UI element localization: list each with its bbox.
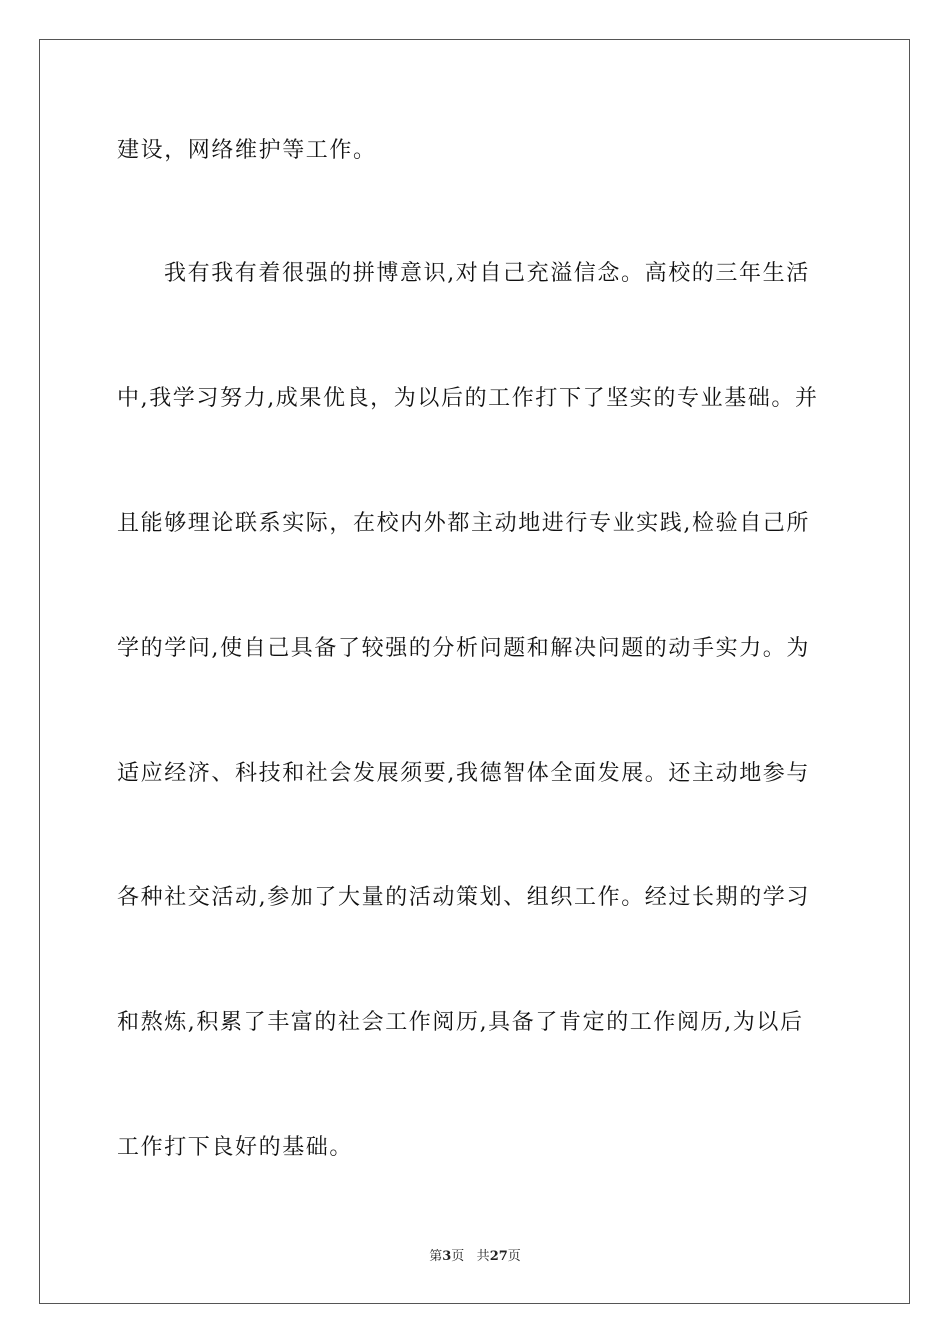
text-line-6: 适应经济、科技和社会发展须要,我德智体全面发展。还主动地参与	[117, 761, 810, 786]
text-line-7: 各种社交活动,参加了大量的活动策划、组织工作。经过长期的学习	[117, 885, 810, 910]
text-line-8: 和熬炼,积累了丰富的社会工作阅历,具备了肯定的工作阅历,为以后	[117, 1010, 804, 1035]
footer-page-suffix: 页	[451, 1249, 465, 1264]
text-line-4: 且能够理论联系实际，在校内外都主动地进行专业实践,检验自己所	[117, 511, 810, 536]
footer-page-prefix: 第	[429, 1249, 443, 1264]
text-line-2: 我有我有着很强的拼博意识,对自己充溢信念。高校的三年生活	[164, 261, 810, 286]
footer-page-number: 3	[442, 1249, 452, 1264]
text-line-1: 建设，网络维护等工作。	[117, 138, 377, 163]
footer-total-suffix: 页	[507, 1249, 521, 1264]
text-line-5: 学的学问,使自己具备了较强的分析问题和解决问题的动手实力。为	[117, 636, 810, 661]
footer-total-prefix: 共	[476, 1249, 490, 1264]
page-footer	[0, 1248, 950, 1266]
footer-total-number: 27	[489, 1249, 508, 1264]
text-line-9: 工作打下良好的基础。	[117, 1135, 354, 1160]
text-line-3: 中,我学习努力,成果优良，为以后的工作打下了坚实的专业基础。并	[117, 386, 819, 411]
page-border	[39, 39, 910, 1304]
